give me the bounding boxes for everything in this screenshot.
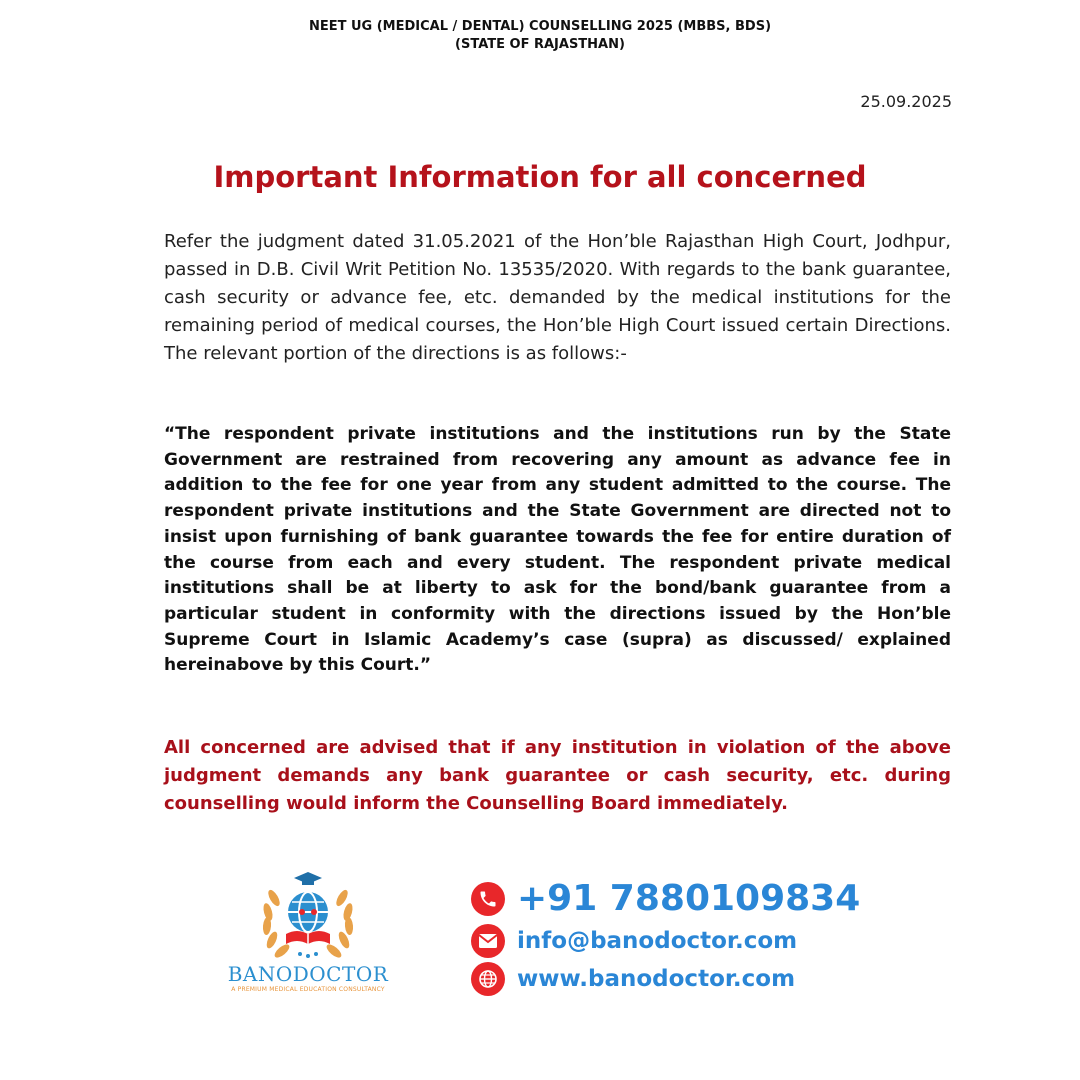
phone-contact[interactable]	[471, 878, 860, 919]
advisory-notice: All concerned are advised that if any institution in violation of the above judgment demands any bank guarantee or cash security, etc. during counselling would inform the Counselling Board immediately.	[164, 737, 951, 814]
document-date: 25.09.2025	[860, 92, 952, 111]
globe-icon	[471, 962, 505, 996]
page-title: Important Information for all concerned	[213, 160, 867, 194]
header-line-2: (STATE OF RAJASTHAN)	[455, 37, 625, 52]
phone-number[interactable]: +91 7880109834	[517, 878, 861, 919]
brand-tagline: A PREMIUM MEDICAL EDUCATION CONSULTANCY	[231, 986, 385, 993]
banodoctor-emblem-icon	[212, 868, 404, 968]
court-direction-quote: “The respondent private institutions and the institutions run by the State Government are restrained from recovering any amount as advance fee in addition to the fee for one year from any student admitted to the course. The respondent private institutions and the State Government are directed not to insist upon furnishing of bank guarantee towards the fee for entire duration of the course from each and every student. The respondent private medical institutions shall be at liberty to ask for the bond/bank guarantee from a particular student in conformity with the directions issued by the Hon’ble Supreme Court in Islamic Academy’s case (supra) as discussed/ explained hereinabove by this Court.”	[164, 424, 951, 676]
website-url[interactable]: www.banodoctor.com	[517, 966, 796, 992]
mail-icon	[471, 924, 505, 958]
document-header	[0, 18, 1080, 54]
website-contact[interactable]	[471, 962, 795, 996]
email-address[interactable]: info@banodoctor.com	[517, 928, 798, 954]
phone-icon	[471, 882, 505, 916]
header-line-1: NEET UG (MEDICAL / DENTAL) COUNSELLING 2025 (MBBS, BDS)	[308, 19, 772, 34]
intro-paragraph: Refer the judgment dated 31.05.2021 of the Hon’ble Rajasthan High Court, Jodhpur, passed in D.B. Civil Writ Petition No. 13535/2020. With regards to the bank guarantee, cash security or advance fee, etc. demanded by the medical institutions for the remaining period of medical courses, the Hon’ble High Court issued certain Directions. The relevant portion of the directions is as follows:-	[164, 231, 951, 364]
brand-name: BANODOCTOR	[227, 962, 389, 986]
email-contact[interactable]	[471, 924, 797, 958]
